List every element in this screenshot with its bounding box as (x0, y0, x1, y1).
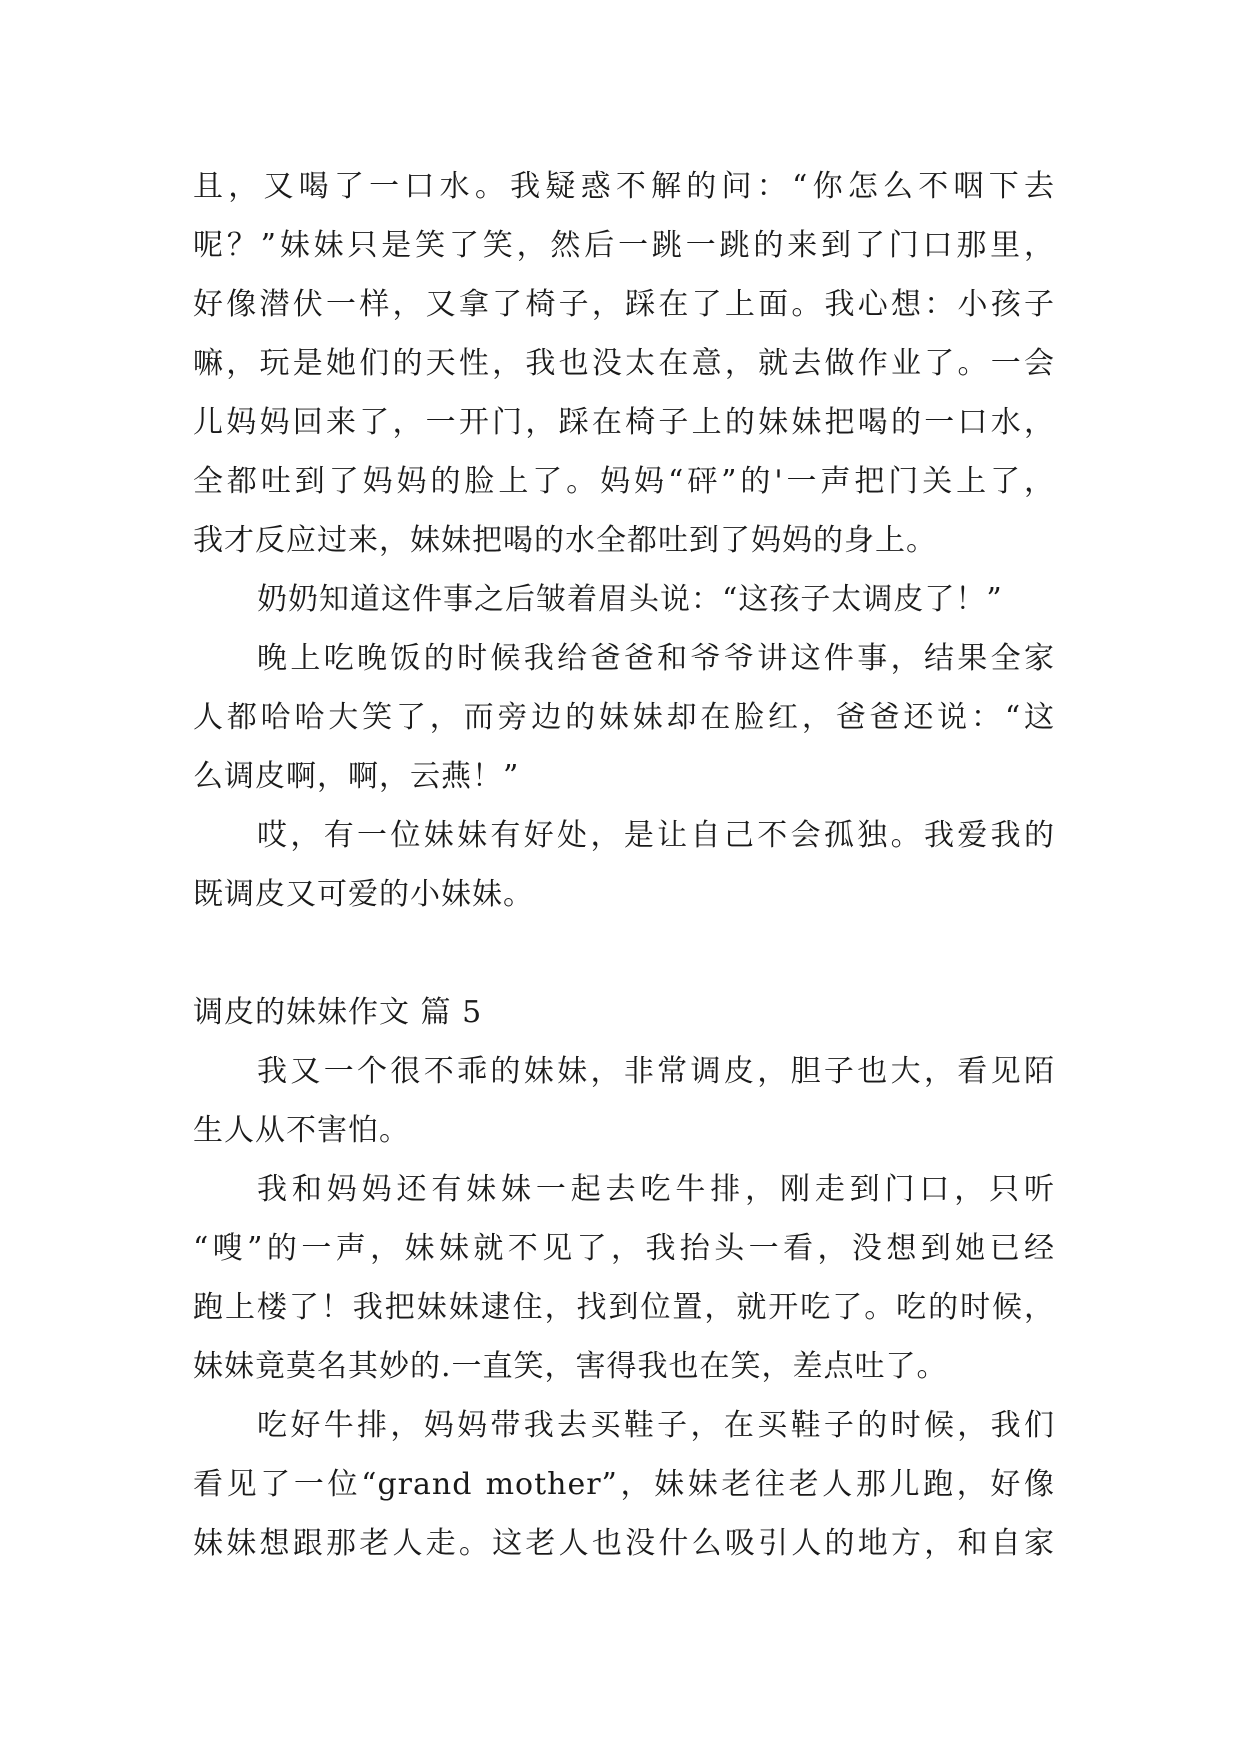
paragraph-steak (193, 1160, 1063, 1396)
text-line: 哎，有一位妹妹有好处，是让自己不会孤独。我爱我的 (257, 818, 1055, 853)
text-line: 且，又喝了一口水。我疑惑不解的问：“你怎么不咽下去 (193, 169, 1055, 204)
paragraph-grandma (193, 570, 1063, 629)
paragraph-sigh (193, 806, 1063, 924)
text-line: 跑上楼了！我把妹妹逮住，找到位置，就开吃了。吃的时候， (193, 1290, 1055, 1325)
section-heading: 调皮的妹妹作文 篇 5 (193, 995, 483, 1030)
text-line: 看见了一位“grand mother”，妹妹老往老人那儿跑，好像 (193, 1467, 1055, 1502)
text-line: 我和妈妈还有妹妹一起去吃牛排，刚走到门口，只听 (257, 1172, 1055, 1207)
text-line: 我才反应过来，妹妹把喝的水全都吐到了妈妈的身上。 (193, 523, 937, 558)
paragraph-intro (193, 1042, 1063, 1160)
text-line: 奶奶知道这件事之后皱着眉头说：“这孩子太调皮了！” (257, 582, 1003, 617)
paragraph-shoes (193, 1396, 1063, 1573)
text-line: 儿妈妈回来了，一开门，踩在椅子上的妹妹把喝的一口水， (193, 405, 1055, 440)
text-line: 全都吐到了妈妈的脸上了。妈妈“砰”的'一声把门关上了， (193, 464, 1055, 499)
text-line: 吃好牛排，妈妈带我去买鞋子，在买鞋子的时候，我们 (257, 1408, 1055, 1443)
spacer (193, 924, 1063, 983)
paragraph-dinner (193, 629, 1063, 806)
document-body (193, 157, 1063, 1573)
text-line: 呢？”妹妹只是笑了笑，然后一跳一跳的来到了门口那里， (193, 228, 1055, 263)
text-line: 人都哈哈大笑了，而旁边的妹妹却在脸红，爸爸还说：“这 (193, 700, 1055, 735)
text-line: 既调皮又可爱的小妹妹。 (193, 877, 534, 912)
text-line: 好像潜伏一样，又拿了椅子，踩在了上面。我心想：小孩子 (193, 287, 1055, 322)
text-line: 妹妹竟莫名其妙的.一直笑，害得我也在笑，差点吐了。 (193, 1349, 948, 1384)
text-line: 妹妹想跟那老人走。这老人也没什么吸引人的地方，和自家 (193, 1526, 1055, 1561)
text-line: 我又一个很不乖的妹妹，非常调皮，胆子也大，看见陌 (257, 1054, 1055, 1089)
text-line: 嘛，玩是她们的天性，我也没太在意，就去做作业了。一会 (193, 346, 1055, 381)
text-line: 生人从不害怕。 (193, 1113, 410, 1148)
text-line: 么调皮啊，啊，云燕！” (193, 759, 520, 794)
text-line: 晚上吃晚饭的时候我给爸爸和爷爷讲这件事，结果全家 (257, 641, 1055, 676)
paragraph-continued (193, 157, 1063, 570)
text-line: “嗖”的一声，妹妹就不见了，我抬头一看，没想到她已经 (193, 1231, 1055, 1266)
